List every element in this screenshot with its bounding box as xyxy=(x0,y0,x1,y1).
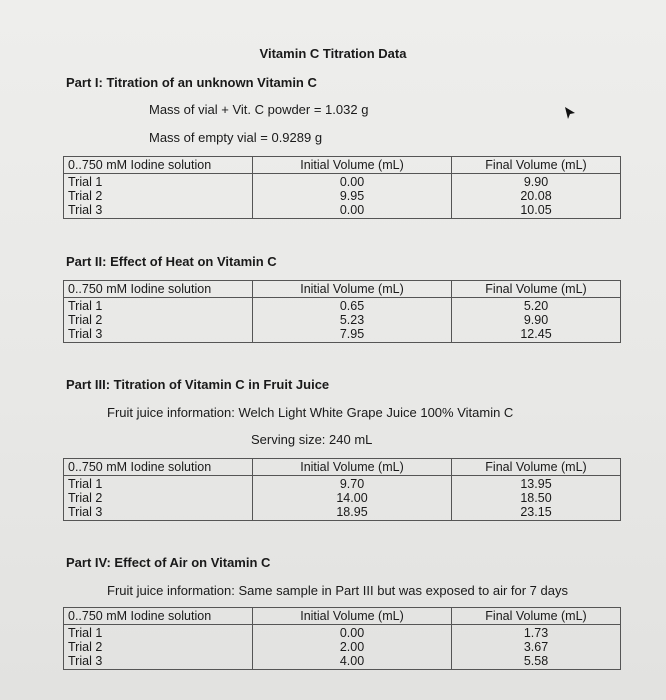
header-initial-volume: Initial Volume (mL) xyxy=(253,281,452,298)
trial-labels xyxy=(64,625,253,670)
initial-value: 0.00 xyxy=(339,175,365,189)
initial-values xyxy=(253,174,452,219)
part1-table xyxy=(63,156,621,219)
final-value: 23.15 xyxy=(520,505,552,519)
header-solution: 0..750 mM Iodine solution xyxy=(64,281,253,298)
table-header-row xyxy=(64,157,621,174)
trial-labels xyxy=(64,174,253,219)
final-value: 13.95 xyxy=(520,477,552,491)
mouse-pointer-icon xyxy=(564,106,576,125)
initial-value: 14.00 xyxy=(336,491,368,505)
initial-value: 7.95 xyxy=(339,327,365,341)
part4-heading: Part IV: Effect of Air on Vitamin C xyxy=(66,555,271,570)
initial-value: 0.00 xyxy=(339,626,365,640)
initial-value: 5.23 xyxy=(339,313,365,327)
initial-value: 4.00 xyxy=(339,654,365,668)
part4-table xyxy=(63,607,621,670)
part3-table xyxy=(63,458,621,521)
final-values xyxy=(452,476,621,521)
trial-label: Trial 2 xyxy=(68,189,103,203)
header-solution: 0..750 mM Iodine solution xyxy=(64,608,253,625)
trial-label: Trial 3 xyxy=(68,654,103,668)
trial-label: Trial 2 xyxy=(68,491,103,505)
header-solution: 0..750 mM Iodine solution xyxy=(64,157,253,174)
trial-label: Trial 1 xyxy=(68,477,103,491)
header-final-volume: Final Volume (mL) xyxy=(452,281,621,298)
header-final-volume: Final Volume (mL) xyxy=(452,157,621,174)
final-value: 18.50 xyxy=(520,491,552,505)
trial-label: Trial 2 xyxy=(68,313,103,327)
part3-heading: Part III: Titration of Vitamin C in Fruit Juice xyxy=(66,377,330,392)
final-values xyxy=(452,298,621,343)
trial-label: Trial 1 xyxy=(68,626,103,640)
trial-label: Trial 3 xyxy=(68,327,103,341)
final-value: 5.58 xyxy=(523,654,549,668)
table-header-row xyxy=(64,608,621,625)
part3-juice-info: Fruit juice information: Welch Light White Grape Juice 100% Vitamin C xyxy=(107,405,514,420)
final-value: 5.20 xyxy=(523,299,549,313)
header-solution: 0..750 mM Iodine solution xyxy=(64,459,253,476)
trial-labels xyxy=(64,298,253,343)
header-initial-volume: Initial Volume (mL) xyxy=(253,608,452,625)
initial-values xyxy=(253,298,452,343)
trial-label: Trial 1 xyxy=(68,175,103,189)
trial-label: Trial 2 xyxy=(68,640,103,654)
part4-juice-info: Fruit juice information: Same sample in Part III but was exposed to air for 7 days xyxy=(107,583,568,598)
table-row xyxy=(64,476,621,521)
table-row xyxy=(64,174,621,219)
final-value: 12.45 xyxy=(520,327,552,341)
part2-heading: Part II: Effect of Heat on Vitamin C xyxy=(66,254,277,269)
final-value: 10.05 xyxy=(520,203,552,217)
initial-value: 2.00 xyxy=(339,640,365,654)
table-row xyxy=(64,625,621,670)
mass-vial-powder: Mass of vial + Vit. C powder = 1.032 g xyxy=(149,102,369,117)
final-values xyxy=(452,174,621,219)
final-value: 20.08 xyxy=(520,189,552,203)
trial-label: Trial 3 xyxy=(68,505,103,519)
final-value: 9.90 xyxy=(523,175,549,189)
table-header-row xyxy=(64,459,621,476)
table-header-row xyxy=(64,281,621,298)
header-final-volume: Final Volume (mL) xyxy=(452,608,621,625)
initial-values xyxy=(253,625,452,670)
serving-size: Serving size: 240 mL xyxy=(251,432,373,447)
part2-table xyxy=(63,280,621,343)
initial-value: 0.00 xyxy=(339,203,365,217)
header-initial-volume: Initial Volume (mL) xyxy=(253,157,452,174)
final-value: 9.90 xyxy=(523,313,549,327)
final-values xyxy=(452,625,621,670)
page-title: Vitamin C Titration Data xyxy=(259,46,407,61)
trial-label: Trial 1 xyxy=(68,299,103,313)
part1-heading: Part I: Titration of an unknown Vitamin C xyxy=(66,75,317,90)
table-row xyxy=(64,298,621,343)
initial-value: 0.65 xyxy=(339,299,365,313)
initial-value: 18.95 xyxy=(336,505,368,519)
initial-value: 9.70 xyxy=(339,477,365,491)
header-final-volume: Final Volume (mL) xyxy=(452,459,621,476)
initial-values xyxy=(253,476,452,521)
final-value: 3.67 xyxy=(523,640,549,654)
trial-label: Trial 3 xyxy=(68,203,103,217)
trial-labels xyxy=(64,476,253,521)
final-value: 1.73 xyxy=(523,626,549,640)
initial-value: 9.95 xyxy=(339,189,365,203)
mass-empty-vial: Mass of empty vial = 0.9289 g xyxy=(149,130,323,145)
header-initial-volume: Initial Volume (mL) xyxy=(253,459,452,476)
